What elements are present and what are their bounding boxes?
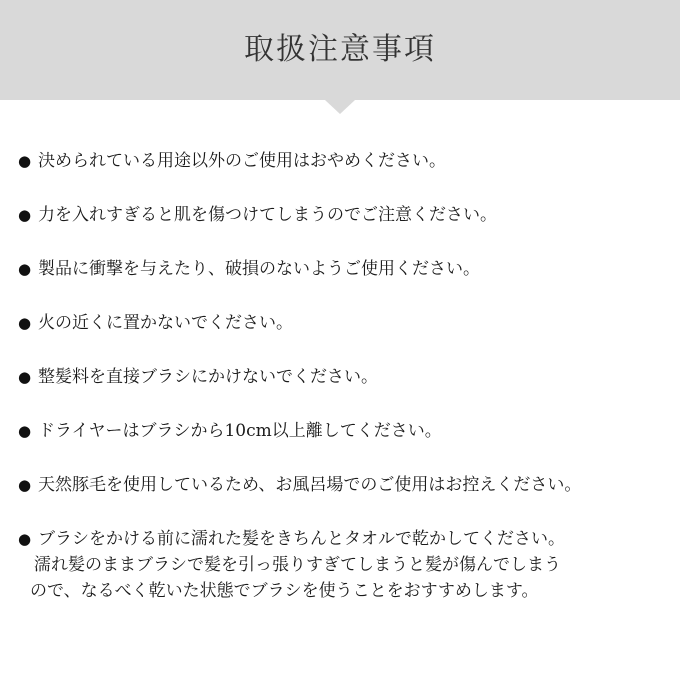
list-item-text: 力を入れすぎると肌を傷つけてしまうのでご注意ください。 bbox=[38, 205, 497, 225]
bullet-icon: ● bbox=[18, 476, 32, 494]
list-item bbox=[18, 148, 678, 202]
header-pointer bbox=[325, 100, 355, 114]
page-title: 取扱注意事項 bbox=[244, 32, 436, 67]
list-item bbox=[18, 472, 678, 526]
list-item bbox=[18, 418, 678, 472]
list-item-text: ドライヤーはブラシから10cm以上離してください。 bbox=[38, 421, 442, 441]
bullet-icon: ● bbox=[18, 530, 32, 548]
list-item-text: 決められている用途以外のご使用はおやめください。 bbox=[38, 151, 446, 171]
list-item-multiline bbox=[18, 526, 678, 604]
list-item-text: ブラシをかける前に濡れた髪をきちんとタオルで乾かしてください。 bbox=[38, 529, 565, 549]
bullet-icon: ● bbox=[18, 260, 32, 278]
list-item bbox=[18, 202, 678, 256]
header-banner bbox=[0, 0, 680, 100]
bullet-icon: ● bbox=[18, 314, 32, 332]
list-item-line-1 bbox=[18, 526, 678, 552]
bullet-icon: ● bbox=[18, 422, 32, 440]
list-item bbox=[18, 364, 678, 418]
list-item-text: 整髪料を直接ブラシにかけないでください。 bbox=[38, 367, 378, 387]
list-item bbox=[18, 256, 678, 310]
bullet-icon: ● bbox=[18, 152, 32, 170]
list-item-text: 火の近くに置かないでください。 bbox=[38, 313, 293, 333]
list-item bbox=[18, 310, 678, 364]
list-item-text: 製品に衝撃を与えたり、破損のないようご使用ください。 bbox=[38, 259, 480, 279]
list-item-line-2: 濡れ髪のままブラシで髪を引っ張りすぎてしまうと髪が傷んでしまう bbox=[34, 555, 561, 575]
bullet-icon: ● bbox=[18, 368, 32, 386]
caution-list bbox=[18, 148, 678, 604]
list-item-text: 天然豚毛を使用しているため、お風呂場でのご使用はお控えください。 bbox=[38, 475, 582, 495]
list-item-line-3: ので、なるべく乾いた状態でブラシを使うことをおすすめします。 bbox=[30, 581, 539, 601]
bullet-icon: ● bbox=[18, 206, 32, 224]
